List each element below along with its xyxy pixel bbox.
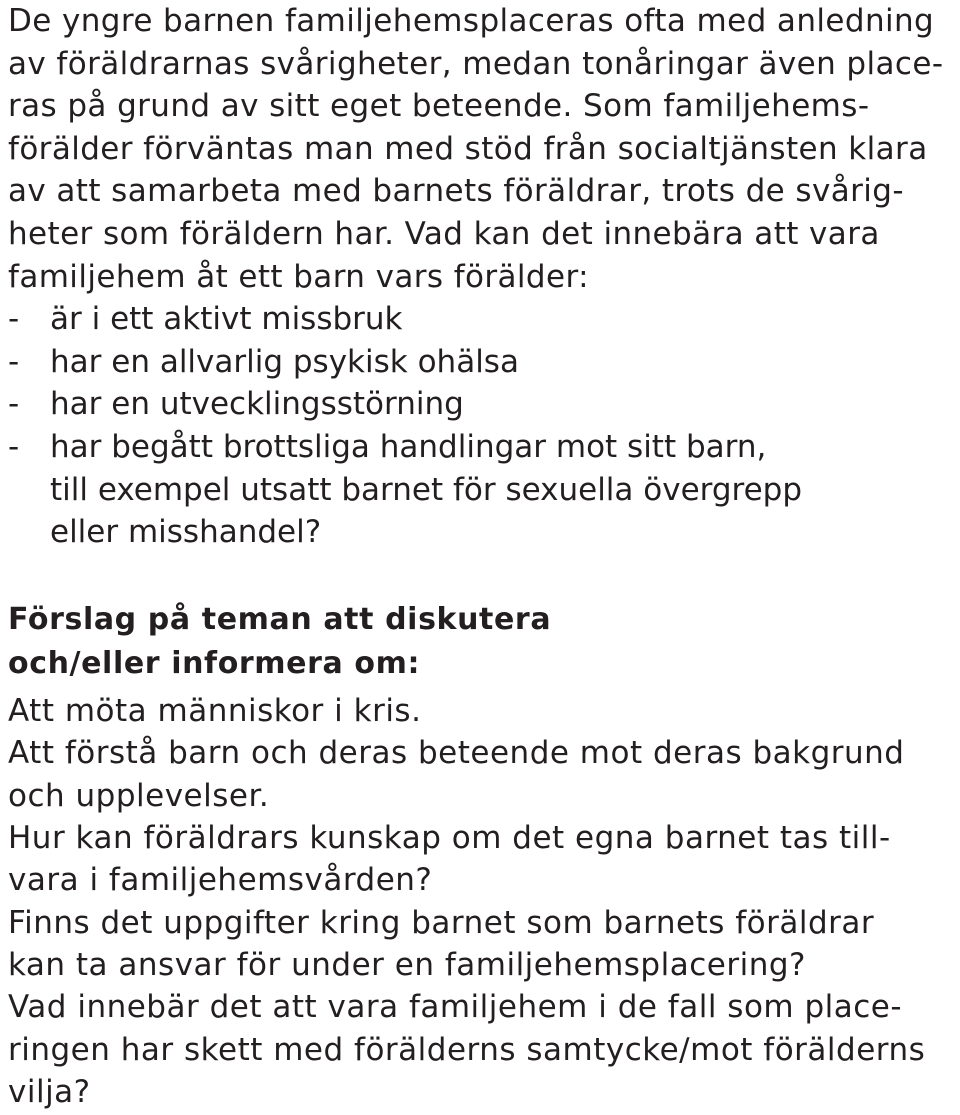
topic-line: Att förstå barn och deras beteende mot deras bakgrund [8,735,905,772]
topic-line: ringen har skett med förälderns samtycke/mot förälderns [8,1031,926,1068]
section-heading [8,598,958,686]
topic-line: Finns det uppgifter kring barnet som barnets föräldrar [8,904,875,941]
topic-line: kan ta ansvar för under en familjehemsplacering? [8,947,806,984]
topic-line: Hur kan föräldrars kunskap om det egna barnet tas till- [8,819,891,856]
heading-line: och/eller informera om: [8,645,421,681]
intro-line: De yngre barnen familjehemsplaceras ofta med anledning [8,3,935,39]
bullet-list [8,298,958,554]
intro-line: heter som föräldern har. Vad kan det innebära att vara [8,215,880,252]
bullet-text: eller misshandel? [50,514,322,551]
intro-line: av att samarbeta med barnets föräldrar, trots de svårig- [8,173,904,210]
list-item [8,298,958,341]
bullet-text: har en utvecklingsstörning [50,386,464,423]
list-item [8,383,958,426]
list-item [8,426,958,554]
bullet-text: har en allvarlig psykisk ohälsa [50,343,519,380]
heading-line: Förslag på teman att diskutera [8,601,552,637]
topic-line: Vad innebär det att vara familjehem i de fall som place- [8,989,903,1026]
topics-paragraph [8,690,958,1114]
bullet-text: har begått brottsliga handlingar mot sitt barn, [50,428,767,465]
intro-line: av föräldrarnas svårigheter, medan tonåringar även place- [8,45,944,82]
intro-line: förälder förväntas man med stöd från socialtjänsten klara [8,130,928,167]
list-item [8,341,958,384]
bullet-dash: - [8,386,20,423]
topic-line: Att möta människor i kris. [8,692,422,729]
intro-paragraph [8,0,958,298]
topic-line: vara i familjehemsvården? [8,862,433,899]
intro-line: familjehem åt ett barn vars förälder: [8,258,589,295]
topic-line: och upplevelser. [8,777,270,814]
bullet-dash: - [8,301,20,338]
bullet-dash: - [8,343,20,380]
bullet-text-block [50,426,802,554]
bullet-text: är i ett aktivt missbruk [50,301,403,338]
bullet-dash: - [8,428,20,465]
bullet-text: till exempel utsatt barnet för sexuella övergrepp [50,471,803,508]
document-page [8,0,958,1114]
topic-line: vilja? [8,1074,91,1111]
intro-line: ras på grund av sitt eget beteende. Som familjehems- [8,88,870,125]
